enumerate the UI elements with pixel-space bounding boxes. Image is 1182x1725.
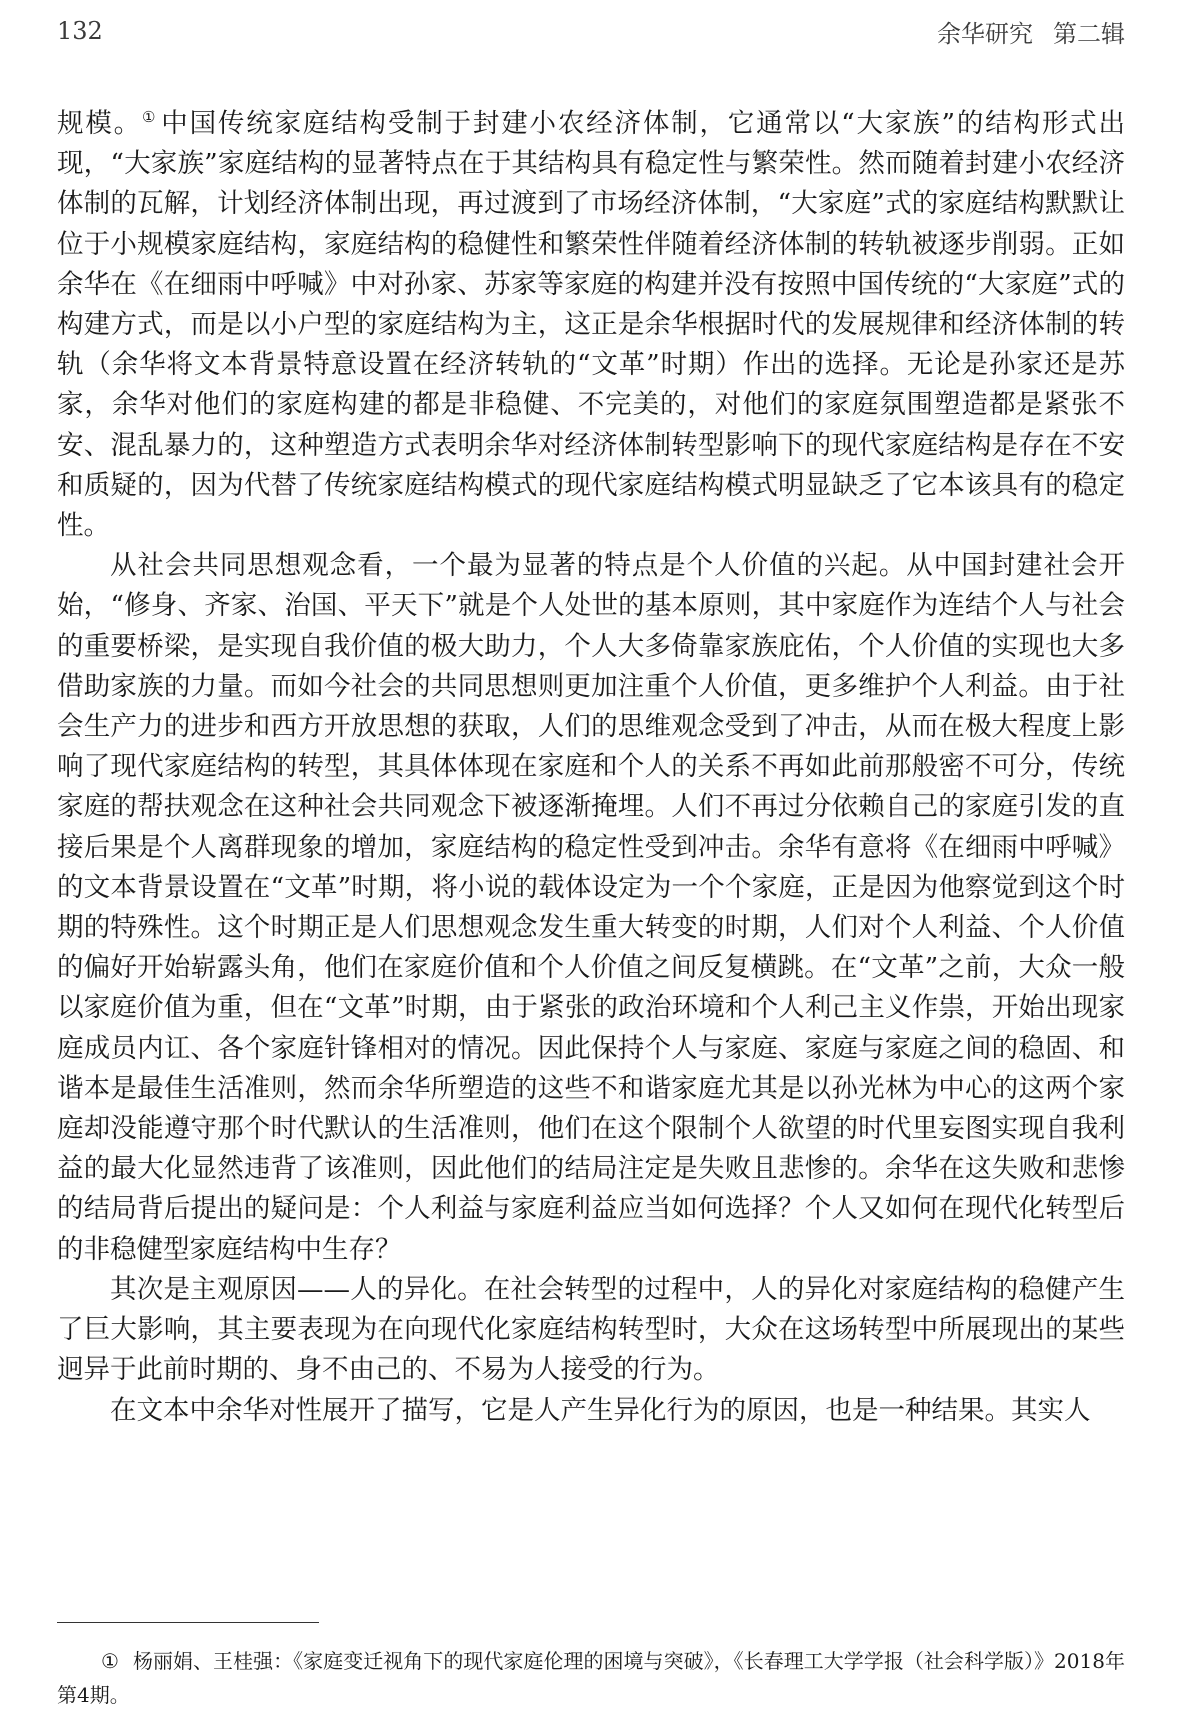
footnote-ref[interactable]: ①: [141, 108, 158, 127]
paragraph: 其次是主观原因——人的异化。在社会转型的过程中，人的异化对家庭结构的稳健产生了巨大影响，其主要表现为在向现代化家庭结构转型时，大众在这场转型中所展现出的某些迥异于此前时期的、身不由己的、不易为人接受的行为。: [57, 1273, 1125, 1386]
page-header: [57, 14, 1125, 48]
article-body: [57, 104, 1125, 1431]
paragraph-lead: 规模。: [57, 108, 142, 139]
page-number: 132: [57, 17, 103, 45]
footnote-divider: [57, 1622, 319, 1623]
journal-title: 余华研究: [937, 19, 1033, 48]
paragraph: [57, 104, 1125, 546]
footnote-mark: ①: [101, 1649, 119, 1673]
footnote: [57, 1644, 1125, 1712]
paragraph-text: 中国传统家庭结构受制于封建小农经济体制，它通常以“大家族”的结构形式出现，“大家族”家庭结构的显著特点在于其结构具有稳定性与繁荣性。然而随着封建小农经济体制的瓦解，计划经济体制出现，再过渡到了市场经济体制，“大家庭”式的家庭结构默默让位于小规模家庭结构，家庭结构的稳健性和繁荣性伴随着经济体制的转轨被逐步削弱。正如余华在《在细雨中呼喊》中对孙家、苏家等家庭的构建并没有按照中国传统的“大家庭”式的构建方式，而是以小户型的家庭结构为主，这正是余华根据时代的发展规律和经济体制的转轨（余华将文本背景特意设置在经济转轨的“文革”时期）作出的选择。无论是孙家还是苏家，余华对他们的家庭构建的都是非稳健、不完美的，对他们的家庭氛围塑造都是紧张不安、混乱暴力的，这种塑造方式表明余华对经济体制转型影响下的现代家庭结构是存在不安和质疑的，因为代替了传统家庭结构模式的现代家庭结构模式明显缺乏了它本该具有的稳定性。: [57, 108, 1125, 542]
running-title: [937, 14, 1125, 49]
footnote-text: 杨丽娟、王桂强：《家庭变迁视角下的现代家庭伦理的困境与突破》，《长春理工大学学报（社会科学版）》2018年第4期。: [57, 1649, 1125, 1707]
paragraph: 从社会共同思想观念看，一个最为显著的特点是个人价值的兴起。从中国封建社会开始，“修身、齐家、治国、平天下”就是个人处世的基本原则，其中家庭作为连结个人与社会的重要桥梁，是实现自我价值的极大助力，个人大多倚靠家族庇佑，个人价值的实现也大多借助家族的力量。而如今社会的共同思想则更加注重个人价值，更多维护个人利益。由于社会生产力的进步和西方开放思想的获取，人们的思维观念受到了冲击，从而在极大程度上影响了现代家庭结构的转型，其具体体现在家庭和个人的关系不再如此前那般密不可分，传统家庭的帮扶观念在这种社会共同观念下被逐渐掩埋。人们不再过分依赖自己的家庭引发的直接后果是个人离群现象的增加，家庭结构的稳定性受到冲击。余华有意将《在细雨中呼喊》的文本背景设置在“文革”时期，将小说的载体设定为一个个家庭，正是因为他察觉到这个时期的特殊性。这个时期正是人们思想观念发生重大转变的时期，人们对个人利益、个人价值的偏好开始崭露头角，他们在家庭价值和个人价值之间反复横跳。在“文革”之前，大众一般以家庭价值为重，但在“文革”时期，由于紧张的政治环境和个人利己主义作祟，开始出现家庭成员内讧、各个家庭针锋相对的情况。因此保持个人与家庭、家庭与家庭之间的稳固、和谐本是最佳生活准则，然而余华所塑造的这些不和谐家庭尤其是以孙光林为中心的这两个家庭却没能遵守那个时代默认的生活准则，他们在这个限制个人欲望的时代里妄图实现自我利益的最大化显然违背了该准则，因此他们的结局注定是失败且悲惨的。余华在这失败和悲惨的结局背后提出的疑问是：个人利益与家庭利益应当如何选择？个人又如何在现代化转型后的非稳健型家庭结构中生存？: [57, 550, 1125, 1265]
volume-label: 第二辑: [1053, 19, 1125, 48]
paragraph: 在文本中余华对性展开了描写，它是人产生异化行为的原因，也是一种结果。其实人: [110, 1394, 1091, 1426]
